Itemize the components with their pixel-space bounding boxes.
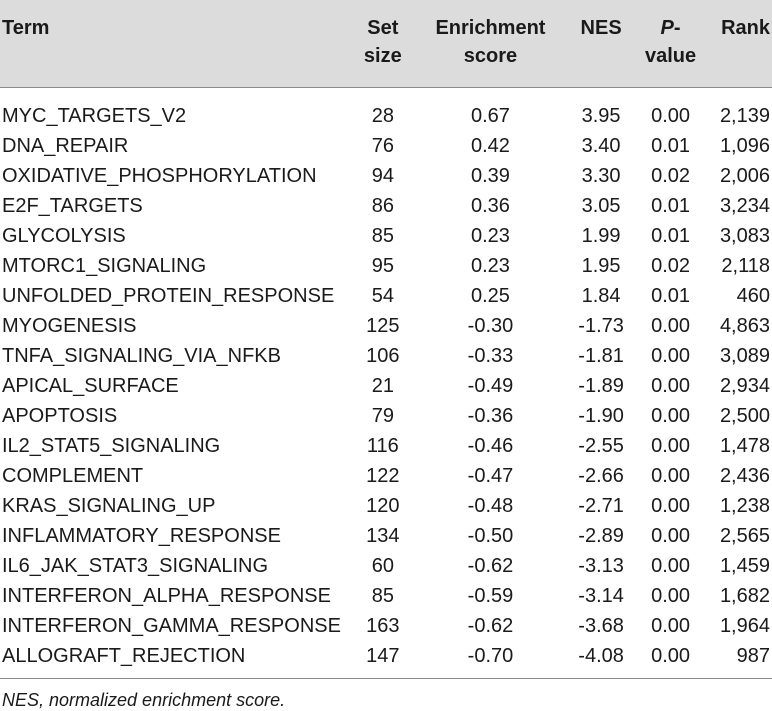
cell-enrichment-score: 0.23	[470, 255, 510, 277]
cell-term: INTERFERON_ALPHA_RESPONSE	[2, 585, 331, 607]
header-set-size	[350, 0, 416, 88]
cell-set-size: 106	[366, 345, 400, 367]
cell-enrichment-score: -0.70	[467, 645, 514, 667]
cell-rank: 3,089	[719, 345, 770, 367]
header-rank	[704, 0, 772, 88]
cell-enrichment-score: -0.62	[467, 615, 514, 637]
cell-pvalue: 0.00	[651, 405, 691, 427]
cell-enrichment-score: -0.50	[467, 525, 514, 547]
cell-rank: 3,234	[719, 195, 770, 217]
cell-set-size: 125	[366, 315, 400, 337]
cell-nes: -2.89	[578, 525, 624, 547]
cell-rank: 2,006	[719, 165, 770, 187]
cell-rank: 460	[736, 285, 770, 307]
header-nes	[565, 0, 637, 88]
cell-nes: -2.71	[578, 495, 624, 517]
table-row	[0, 311, 772, 341]
cell-nes: 3.30	[581, 165, 621, 187]
cell-pvalue: 0.00	[651, 315, 691, 337]
header-set-size-line2: size	[363, 45, 402, 67]
cell-pvalue: 0.00	[651, 615, 691, 637]
header-rank-label: Rank	[721, 17, 770, 39]
cell-pvalue: 0.00	[651, 435, 691, 457]
cell-term: MTORC1_SIGNALING	[2, 255, 207, 277]
cell-nes: 1.84	[581, 285, 621, 307]
cell-set-size: 122	[366, 465, 400, 487]
cell-rank: 1,478	[719, 435, 770, 457]
table-row	[0, 161, 772, 191]
cell-enrichment-score: 0.23	[470, 225, 510, 247]
cell-term: OXIDATIVE_PHOSPHORYLATION	[2, 165, 317, 187]
header-pvalue-p: P	[660, 17, 674, 39]
table-body	[0, 88, 772, 672]
cell-nes: -3.68	[578, 615, 624, 637]
cell-term: MYOGENESIS	[2, 315, 137, 337]
header-enrichment-line1: Enrichment	[435, 17, 546, 39]
cell-set-size: 60	[371, 555, 394, 577]
cell-rank: 1,459	[719, 555, 770, 577]
cell-rank: 1,682	[719, 585, 770, 607]
header-pvalue-dash: -	[673, 17, 681, 39]
cell-set-size: 95	[371, 255, 394, 277]
cell-set-size: 147	[366, 645, 400, 667]
cell-term: COMPLEMENT	[2, 465, 144, 487]
cell-enrichment-score: 0.39	[470, 165, 510, 187]
cell-set-size: 85	[371, 225, 394, 247]
cell-set-size: 120	[366, 495, 400, 517]
cell-rank: 2,565	[719, 525, 770, 547]
header-row	[0, 0, 772, 88]
cell-set-size: 94	[371, 165, 394, 187]
table-row	[0, 611, 772, 641]
cell-rank: 1,238	[719, 495, 770, 517]
table-row	[0, 491, 772, 521]
cell-rank: 2,118	[721, 255, 770, 277]
cell-nes: 3.05	[581, 195, 621, 217]
cell-term: KRAS_SIGNALING_UP	[2, 495, 216, 517]
cell-set-size: 86	[371, 195, 394, 217]
cell-nes: -3.13	[578, 555, 624, 577]
cell-enrichment-score: 0.42	[470, 135, 510, 157]
header-term-label: Term	[2, 17, 50, 39]
table-row	[0, 641, 772, 671]
cell-nes: -1.73	[578, 315, 624, 337]
table-bottom-rule	[0, 678, 772, 679]
cell-rank: 2,500	[719, 405, 770, 427]
cell-set-size: 28	[371, 105, 394, 127]
cell-pvalue: 0.00	[651, 555, 691, 577]
cell-term: INFLAMMATORY_RESPONSE	[2, 525, 281, 547]
cell-term: GLYCOLYSIS	[2, 225, 126, 247]
table-row	[0, 251, 772, 281]
cell-rank: 1,964	[719, 615, 770, 637]
cell-term: INTERFERON_GAMMA_RESPONSE	[2, 615, 341, 637]
table-footnote: NES, normalized enrichment score.	[2, 690, 286, 710]
cell-nes: -1.90	[578, 405, 624, 427]
cell-enrichment-score: 0.25	[470, 285, 510, 307]
cell-rank: 987	[736, 645, 770, 667]
cell-enrichment-score: -0.33	[467, 345, 514, 367]
cell-pvalue: 0.00	[651, 525, 691, 547]
cell-enrichment-score: 0.67	[470, 105, 510, 127]
cell-pvalue: 0.00	[651, 495, 691, 517]
cell-enrichment-score: -0.48	[467, 495, 514, 517]
cell-term: MYC_TARGETS_V2	[2, 105, 187, 127]
table-row	[0, 371, 772, 401]
cell-rank: 4,863	[719, 315, 770, 337]
header-pvalue-line2: value	[644, 45, 697, 67]
cell-set-size: 21	[371, 375, 394, 397]
cell-term: IL6_JAK_STAT3_SIGNALING	[2, 555, 269, 577]
cell-pvalue: 0.01	[651, 225, 691, 247]
cell-nes: 3.40	[581, 135, 621, 157]
header-term	[0, 0, 350, 88]
header-enrichment-line2: score	[463, 45, 518, 67]
spacer-row	[0, 88, 772, 102]
cell-pvalue: 0.00	[651, 345, 691, 367]
cell-term: DNA_REPAIR	[2, 135, 129, 157]
table-row	[0, 551, 772, 581]
table-row	[0, 521, 772, 551]
cell-enrichment-score: -0.49	[467, 375, 514, 397]
cell-nes: -4.08	[578, 645, 624, 667]
spacer-cell	[0, 88, 772, 102]
cell-pvalue: 0.00	[651, 585, 691, 607]
cell-enrichment-score: -0.47	[467, 465, 514, 487]
header-enrichment-score	[416, 0, 566, 88]
cell-enrichment-score: -0.46	[467, 435, 514, 457]
cell-pvalue: 0.02	[651, 165, 691, 187]
cell-set-size: 134	[366, 525, 400, 547]
table-row	[0, 131, 772, 161]
cell-set-size: 85	[371, 585, 394, 607]
cell-pvalue: 0.00	[651, 465, 691, 487]
cell-nes: -3.14	[578, 585, 624, 607]
cell-pvalue: 0.01	[651, 285, 691, 307]
header-nes-label: NES	[580, 17, 622, 39]
cell-set-size: 163	[366, 615, 400, 637]
cell-term: APICAL_SURFACE	[2, 375, 179, 397]
header-set-size-line1: Set	[367, 17, 399, 39]
cell-pvalue: 0.01	[651, 135, 691, 157]
cell-rank: 2,436	[719, 465, 770, 487]
cell-term: APOPTOSIS	[2, 405, 118, 427]
cell-pvalue: 0.00	[651, 645, 691, 667]
cell-enrichment-score: -0.59	[467, 585, 514, 607]
cell-set-size: 76	[371, 135, 394, 157]
cell-nes: 1.95	[581, 255, 621, 277]
cell-term: UNFOLDED_PROTEIN_RESPONSE	[2, 285, 335, 307]
cell-nes: -1.81	[578, 345, 624, 367]
table-row	[0, 461, 772, 491]
table-header	[0, 0, 772, 88]
cell-rank: 3,083	[719, 225, 770, 247]
cell-enrichment-score: -0.36	[467, 405, 514, 427]
table-row	[0, 401, 772, 431]
cell-nes: -2.66	[578, 465, 624, 487]
cell-term: ALLOGRAFT_REJECTION	[2, 645, 246, 667]
cell-enrichment-score: 0.36	[470, 195, 510, 217]
cell-nes: 1.99	[581, 225, 621, 247]
cell-pvalue: 0.00	[651, 375, 691, 397]
table-row	[0, 101, 772, 131]
cell-term: E2F_TARGETS	[2, 195, 143, 217]
cell-set-size: 79	[371, 405, 394, 427]
table-row	[0, 341, 772, 371]
cell-pvalue: 0.00	[651, 105, 691, 127]
cell-term: TNFA_SIGNALING_VIA_NFKB	[2, 345, 281, 367]
cell-nes: -1.89	[578, 375, 624, 397]
table-row	[0, 281, 772, 311]
cell-enrichment-score: -0.62	[467, 555, 514, 577]
cell-nes: -2.55	[578, 435, 624, 457]
cell-set-size: 116	[366, 435, 399, 457]
cell-enrichment-score: -0.30	[467, 315, 514, 337]
cell-set-size: 54	[371, 285, 394, 307]
table-row	[0, 191, 772, 221]
cell-rank: 2,139	[719, 105, 770, 127]
cell-term: IL2_STAT5_SIGNALING	[2, 435, 221, 457]
cell-nes: 3.95	[581, 105, 621, 127]
table-row	[0, 581, 772, 611]
cell-pvalue: 0.02	[651, 255, 691, 277]
table-row	[0, 431, 772, 461]
table-row	[0, 221, 772, 251]
cell-pvalue: 0.01	[651, 195, 691, 217]
header-pvalue	[637, 0, 704, 88]
cell-rank: 1,096	[719, 135, 770, 157]
cell-rank: 2,934	[719, 375, 770, 397]
